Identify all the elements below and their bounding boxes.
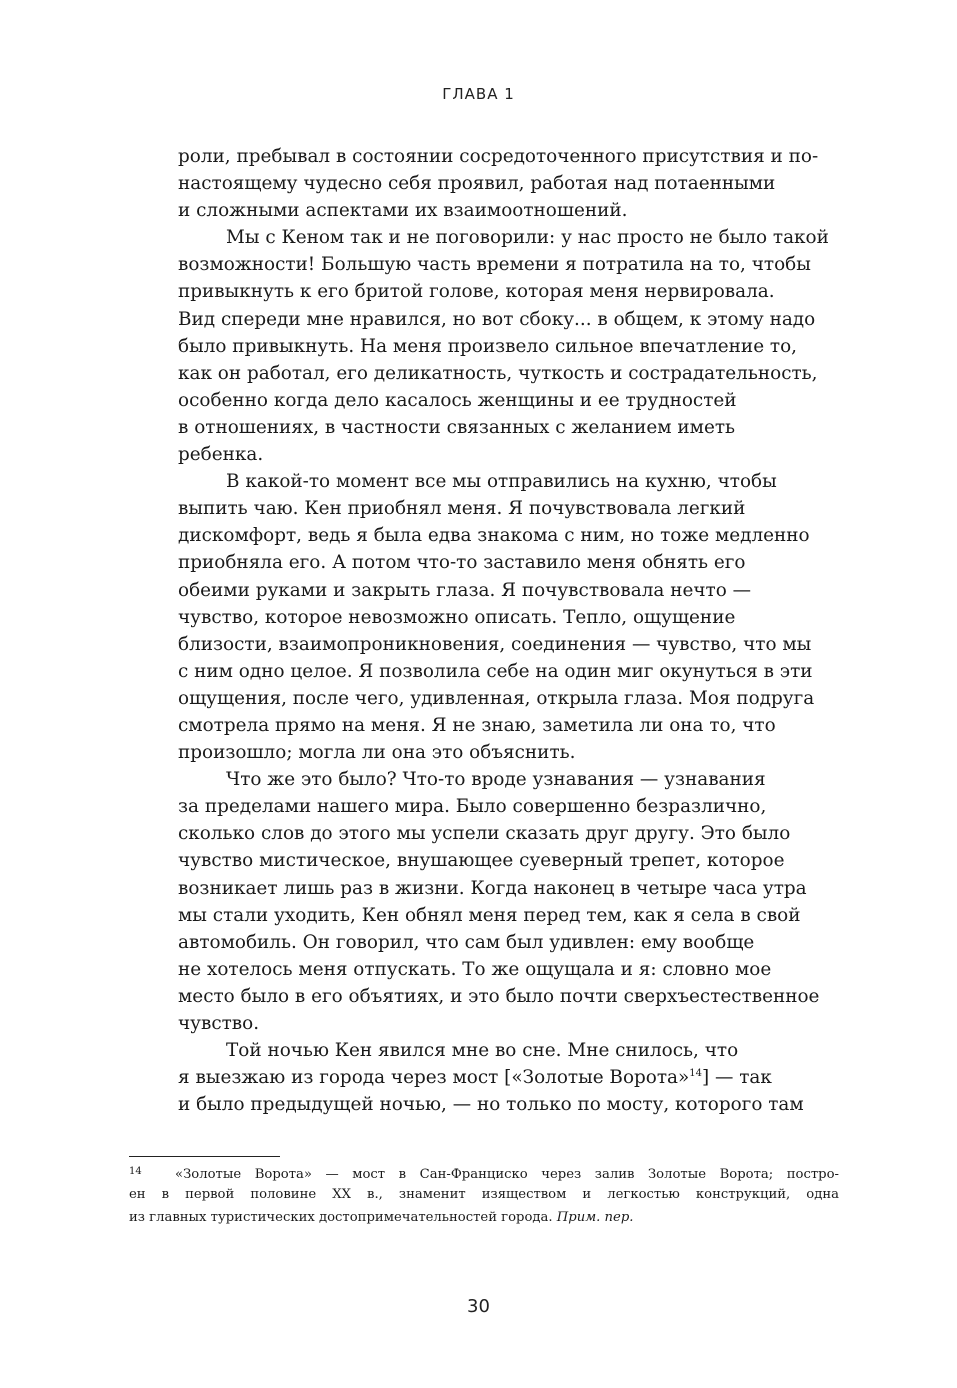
text-line: было привыкнуть. На меня произвело сильное впечатление то,: [178, 335, 798, 357]
footnote-line: ен в первой половине XX в., знаменит изяществом и легкостью конструкций, одна: [129, 1187, 839, 1202]
page-number: 30: [467, 1296, 490, 1317]
text-line: привыкнуть к его бритой голове, которая меня нервировала.: [178, 281, 775, 303]
footnote-line: [129, 1206, 839, 1229]
text-line: ощущения, после чего, удивленная, открыла глаза. Моя подруга: [178, 687, 815, 709]
chapter-header: ГЛАВА 1: [442, 85, 515, 103]
text-fragment: ] — так: [702, 1067, 772, 1089]
paragraph-start: В какой-то момент все мы отправились на кухню, чтобы: [226, 471, 777, 493]
text-line: чувство.: [178, 1013, 260, 1034]
text-line: в отношениях, в частности связанных с желанием иметь: [178, 416, 736, 438]
footnote-divider: [129, 1156, 280, 1157]
translator-note: Прим. пер.: [556, 1210, 634, 1225]
text-fragment: я выезжаю из города через мост [«Золотые Ворота»: [178, 1067, 690, 1089]
text-line: роли, пребывал в состоянии сосредоточенного присутствия и по-: [178, 146, 819, 167]
footnote: [129, 1160, 839, 1229]
text-line: не хотелось меня отпускать. То же ощущала и я: словно мое: [178, 958, 772, 980]
text-line: и было предыдущей ночью, — но только по мосту, которого там: [178, 1094, 804, 1116]
text-line: возможности! Большую часть времени я потратила на то, чтобы: [178, 254, 811, 276]
text-line: возникает лишь раз в жизни. Когда наконец в четыре часа утра: [178, 877, 807, 899]
text-line: смотрела прямо на меня. Я не знаю, заметила ли она то, что: [178, 714, 776, 736]
text-line: произошло; могла ли она это объяснить.: [178, 742, 576, 764]
text-line: место было в его объятиях, и это было почти сверхъестественное: [178, 985, 820, 1007]
text-line: чувство, которое невозможно описать. Тепло, ощущение: [178, 606, 736, 628]
text-line: Вид спереди мне нравился, но вот сбоку... в общем, к этому надо: [178, 308, 816, 330]
text-line: обеими руками и закрыть глаза. Я почувствовала нечто —: [178, 579, 752, 601]
text-line: дискомфорт, ведь я была едва знакома с ним, но тоже медленно: [178, 525, 810, 547]
footnote-text: из главных туристических достопримечательностей города.: [129, 1210, 553, 1225]
text-line: сколько слов до этого мы успели сказать друг другу. Это было: [178, 823, 791, 845]
text-line: приобняла его. А потом что-то заставило меня обнять его: [178, 552, 746, 574]
paragraph-start: Что же это было? Что-то вроде узнавания — узнавания: [226, 769, 766, 791]
text-line: за пределами нашего мира. Было совершенно безразлично,: [178, 796, 767, 818]
text-line: особенно когда дело касалось женщины и ее трудностей: [178, 389, 737, 411]
paragraph-start: Той ночью Кен явился мне во сне. Мне снилось, что: [226, 1040, 739, 1062]
text-line: автомобиль. Он говорил, что сам был удивлен: ему вообще: [178, 931, 755, 953]
text-line: близости, взаимопроникновения, соединения — чувство, что мы: [178, 633, 812, 655]
text-line-with-footnote-ref: [178, 1064, 838, 1091]
text-line: настоящему чудесно себя проявил, работая над потаенными: [178, 173, 776, 195]
paragraph-start: Мы с Кеном так и не поговорили: у нас просто не было такой: [226, 227, 829, 249]
footnote-number: 14: [129, 1166, 142, 1177]
body-text: [178, 143, 838, 1118]
footnote-text: «Золотые Ворота» — мост в Сан-Франциско через залив Золотые Ворота; постро-: [175, 1167, 839, 1182]
text-line: чувство мистическое, внушающее суеверный трепет, которое: [178, 850, 785, 872]
text-line: выпить чаю. Кен приобнял меня. Я почувствовала легкий: [178, 498, 746, 520]
footnote-line: [129, 1160, 839, 1183]
text-line: с ним одно целое. Я позволила себе на один миг окунуться в эти: [178, 660, 813, 682]
text-line: как он работал, его деликатность, чуткость и сострадательность,: [178, 362, 818, 384]
footnote-ref[interactable]: 14: [689, 1068, 702, 1080]
text-line: мы стали уходить, Кен обнял меня перед тем, как я села в свой: [178, 904, 801, 926]
text-line: ребенка.: [178, 444, 264, 466]
text-line: и сложными аспектами их взаимоотношений.: [178, 200, 628, 222]
